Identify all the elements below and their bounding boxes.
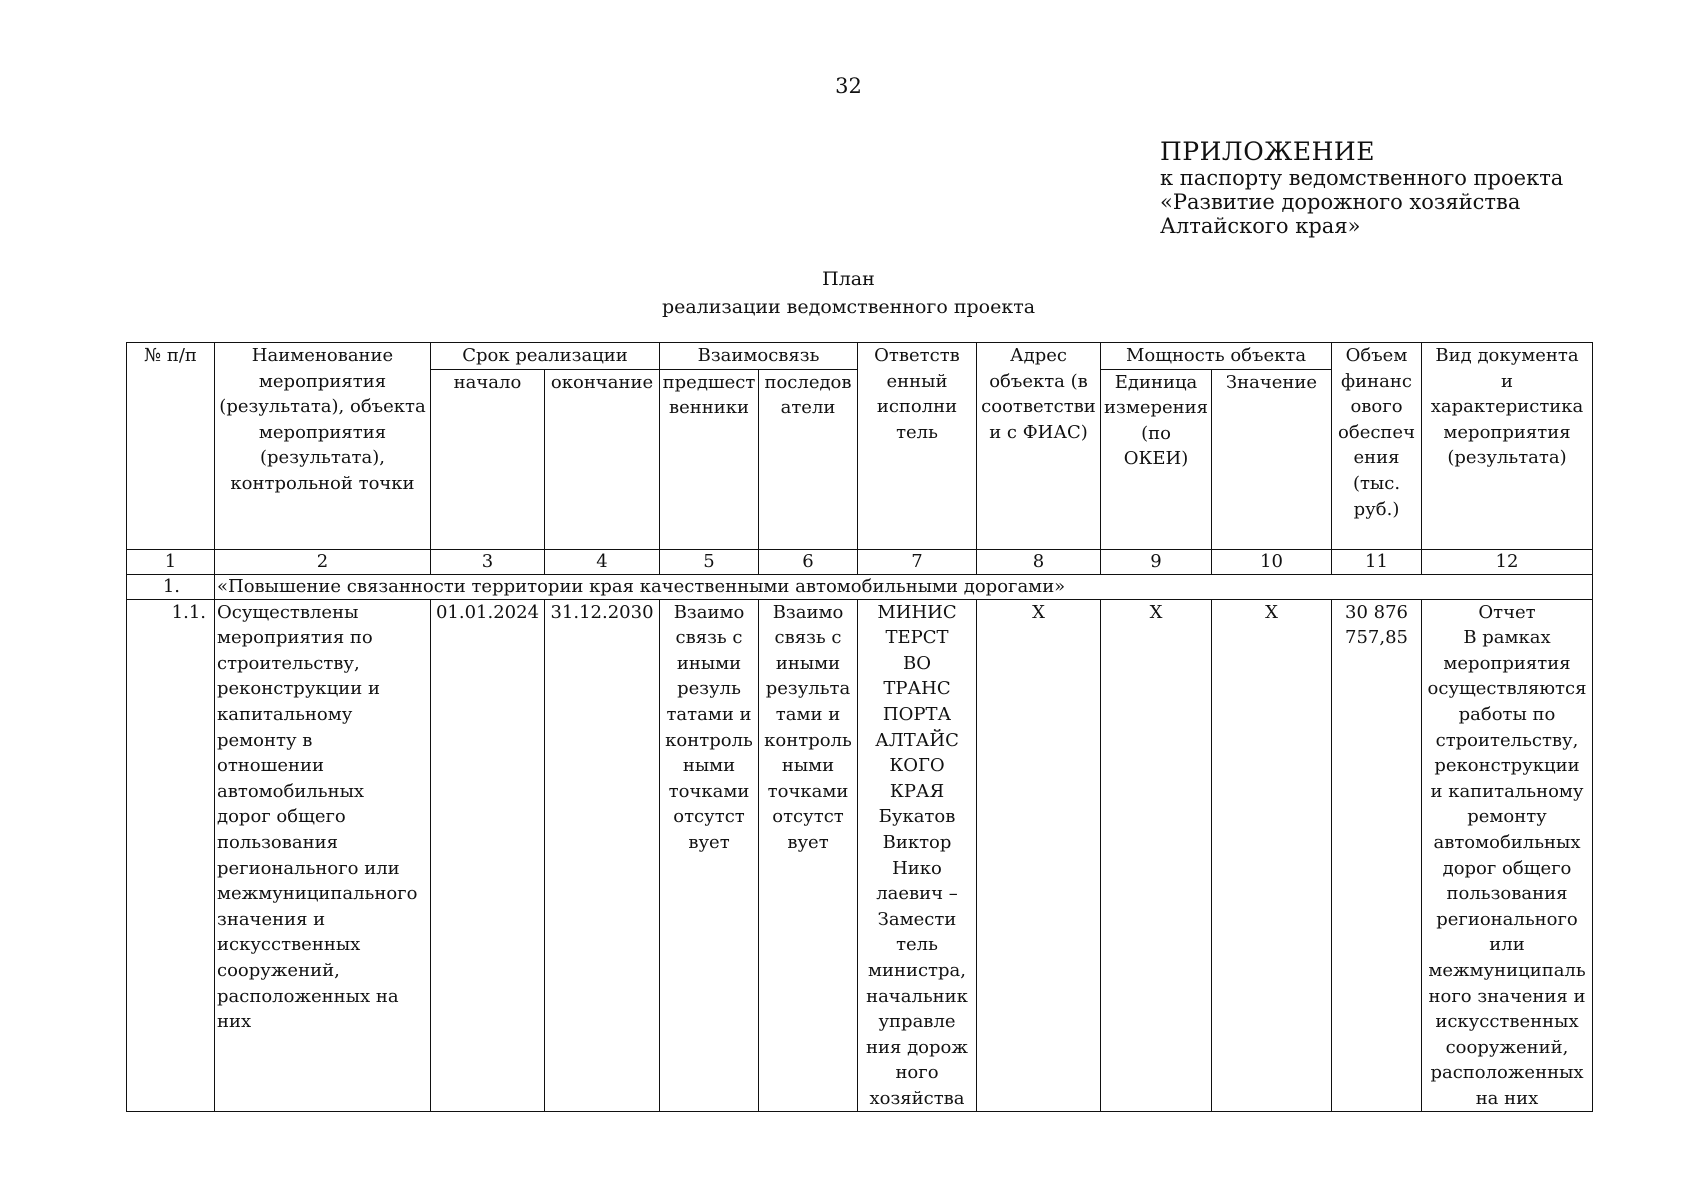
cell-line: ного значения и: [1428, 985, 1586, 1007]
cell-line: отсутст: [673, 806, 745, 828]
cell-line: ными: [781, 755, 835, 777]
cell-line: Единица: [1114, 371, 1198, 393]
plan-table: [126, 342, 1593, 1112]
header-document: [1422, 343, 1593, 550]
appendix-block: [1160, 138, 1660, 238]
cell-line: дорог общего: [217, 806, 346, 828]
cell-line: тами и: [775, 703, 841, 725]
cell-line: Нико: [892, 857, 942, 879]
cell-line: ВО: [903, 652, 931, 674]
cell-line: КРАЯ: [889, 780, 945, 802]
cell-line: пользования: [1446, 883, 1568, 905]
row-address: X: [977, 599, 1101, 1112]
cell-line: мероприятия: [1443, 421, 1571, 443]
column-numbers-row: [127, 549, 1593, 574]
cell-line: мероприятия: [1443, 652, 1571, 674]
row-responsible: [858, 599, 977, 1112]
cell-line: Ответств: [874, 345, 960, 366]
appendix-line: Алтайского края»: [1160, 214, 1361, 238]
cell-line: мероприятия по: [217, 627, 373, 649]
cell-line: Замести: [877, 908, 957, 930]
cell-line: контроль: [665, 729, 753, 751]
cell-line: Осуществлены: [217, 601, 359, 623]
cell-line: межмуниципаль: [1428, 959, 1586, 981]
row-end-date: 31.12.2030: [545, 599, 660, 1112]
row-number: 1.1.: [127, 599, 215, 1112]
cell-line: ТЕРСТ: [885, 627, 949, 649]
header-end: окончание: [545, 369, 660, 549]
cell-line: Адрес: [1010, 345, 1067, 366]
column-number: 6: [759, 549, 858, 574]
column-number: 10: [1212, 549, 1332, 574]
row-successors: [759, 599, 858, 1112]
header-responsible: [858, 343, 977, 550]
cell-line: контроль: [764, 729, 852, 751]
cell-line: отсутст: [772, 806, 844, 828]
cell-line: ремонту в: [217, 729, 313, 751]
cell-line: мероприятия: [258, 421, 387, 443]
header-name: [215, 343, 431, 550]
cell-line: Взаимо: [772, 601, 844, 623]
cell-line: резуль: [677, 678, 741, 700]
header-start: начало: [431, 369, 545, 549]
cell-line: предшест: [662, 371, 756, 393]
cell-line: расположенных на: [217, 985, 399, 1007]
row-name: [215, 599, 431, 1112]
cell-line: искусственных: [1435, 1011, 1579, 1033]
cell-line: КОГО: [889, 755, 945, 777]
header-unit: [1101, 369, 1212, 549]
cell-line: мероприятия: [258, 370, 387, 392]
header-link: Взаимосвязь: [660, 343, 858, 370]
cell-line: автомобильных: [217, 780, 365, 802]
cell-line: Отчет: [1478, 601, 1536, 623]
cell-line: руб.): [1353, 498, 1400, 520]
cell-line: точками: [668, 780, 750, 802]
cell-line: и с ФИАС): [989, 421, 1088, 443]
plan-subtitle-line: реализации ведомственного проекта: [661, 296, 1036, 318]
cell-line: ения: [1353, 447, 1400, 469]
column-number: 1: [127, 549, 215, 574]
cell-line: ового: [1350, 396, 1403, 418]
cell-line: них: [217, 1011, 252, 1033]
plan-title: [0, 265, 1697, 321]
cell-line: 757,85: [1345, 627, 1408, 649]
cell-line: строительству,: [217, 652, 360, 674]
cell-line: и капитальному: [1430, 780, 1584, 802]
cell-line: связь с: [675, 627, 743, 649]
cell-line: пользования: [217, 831, 338, 853]
cell-line: (по: [1141, 422, 1171, 444]
cell-line: ПОРТА: [882, 703, 952, 725]
cell-line: управле: [878, 1011, 956, 1033]
row-predecessors: [660, 599, 759, 1112]
cell-line: точками: [767, 780, 849, 802]
cell-line: последов: [764, 371, 852, 393]
cell-line: (результата), объекта: [219, 396, 426, 418]
header-power: Мощность объекта: [1101, 343, 1332, 370]
cell-line: Вид документа: [1435, 345, 1579, 366]
table-row: [127, 599, 1593, 1112]
header-financing: [1332, 343, 1422, 550]
page-number: 32: [835, 74, 862, 98]
column-number: 11: [1332, 549, 1422, 574]
cell-line: или: [1489, 934, 1525, 956]
cell-line: енный: [886, 370, 948, 392]
header-predecessors: [660, 369, 759, 549]
column-number: 5: [660, 549, 759, 574]
column-number: 7: [858, 549, 977, 574]
cell-line: начальник: [866, 985, 968, 1007]
cell-line: искусственных: [217, 934, 361, 956]
cell-line: атели: [780, 397, 836, 419]
cell-line: ТРАНС: [883, 678, 951, 700]
cell-line: Виктор: [882, 831, 952, 853]
cell-line: и: [1501, 370, 1513, 392]
cell-line: реконструкции: [1434, 755, 1580, 777]
section-number: 1.: [127, 574, 215, 599]
cell-line: 30 876: [1345, 601, 1408, 623]
cell-line: вует: [787, 831, 829, 853]
cell-line: вует: [688, 831, 730, 853]
cell-line: финанс: [1341, 370, 1412, 392]
cell-line: лаевич –: [876, 883, 958, 905]
cell-line: контрольной точки: [230, 472, 415, 494]
header-num: № п/п: [127, 343, 215, 550]
header-row: [127, 343, 1593, 370]
cell-line: венники: [668, 397, 750, 419]
appendix-title: ПРИЛОЖЕНИЕ: [1160, 137, 1375, 166]
cell-line: работы по: [1458, 703, 1556, 725]
cell-line: иными: [676, 652, 742, 674]
cell-line: ного: [895, 1062, 939, 1084]
cell-line: регионального: [1436, 908, 1578, 930]
cell-line: ОКЕИ): [1123, 448, 1189, 470]
row-financing: [1332, 599, 1422, 1112]
cell-line: расположенных: [1430, 1062, 1584, 1084]
appendix-line: к паспорту ведомственного проекта: [1160, 166, 1564, 190]
cell-line: МИНИС: [877, 601, 957, 623]
column-number: 8: [977, 549, 1101, 574]
cell-line: строительству,: [1435, 729, 1579, 751]
cell-line: на них: [1475, 1087, 1539, 1109]
cell-line: иными: [775, 652, 841, 674]
cell-line: автомобильных: [1433, 831, 1581, 853]
cell-line: хозяйства: [869, 1087, 965, 1109]
cell-line: (тыс.: [1352, 472, 1401, 494]
cell-line: ния дорож: [866, 1036, 968, 1058]
header-term: Срок реализации: [431, 343, 660, 370]
cell-line: соответстви: [981, 396, 1096, 418]
plan-title-line: План: [822, 268, 875, 290]
cell-line: Наименование: [251, 345, 394, 366]
cell-line: объекта (в: [989, 370, 1088, 392]
cell-line: тель: [896, 934, 938, 956]
column-number: 4: [545, 549, 660, 574]
cell-line: исполни: [876, 396, 958, 418]
cell-line: результа: [765, 678, 851, 700]
cell-line: характеристика: [1430, 396, 1584, 418]
cell-line: сооружений,: [217, 959, 340, 981]
cell-line: министра,: [867, 959, 966, 981]
cell-line: дорог общего: [1442, 857, 1572, 879]
column-number: 12: [1422, 549, 1593, 574]
header-address: [977, 343, 1101, 550]
section-row: [127, 574, 1593, 599]
cell-line: значения и: [217, 908, 326, 930]
cell-line: АЛТАЙС: [875, 729, 959, 751]
cell-line: межмуниципального: [217, 883, 418, 905]
cell-line: (результата),: [260, 447, 385, 469]
column-number: 2: [215, 549, 431, 574]
cell-line: связь с: [774, 627, 842, 649]
appendix-line: «Развитие дорожного хозяйства: [1160, 190, 1521, 214]
row-unit: X: [1101, 599, 1212, 1112]
cell-line: Букатов: [878, 806, 956, 828]
column-number: 9: [1101, 549, 1212, 574]
cell-line: ремонту: [1467, 806, 1547, 828]
cell-line: В рамках: [1463, 627, 1551, 649]
cell-line: регионального или: [217, 857, 400, 879]
header-value: Значение: [1212, 369, 1332, 549]
cell-line: осуществляются: [1427, 678, 1587, 700]
cell-line: обеспеч: [1338, 421, 1415, 443]
row-document: [1422, 599, 1593, 1112]
header-successors: [759, 369, 858, 549]
row-value: X: [1212, 599, 1332, 1112]
cell-line: татами и: [666, 703, 752, 725]
section-title: «Повышение связанности территории края качественными автомобильными дорогами»: [215, 574, 1593, 599]
row-start-date: 01.01.2024: [431, 599, 545, 1112]
cell-line: капитальному: [217, 703, 353, 725]
cell-line: Взаимо: [673, 601, 745, 623]
cell-line: ными: [682, 755, 736, 777]
cell-line: измерения: [1104, 397, 1208, 419]
column-number: 3: [431, 549, 545, 574]
cell-line: Объем: [1345, 345, 1408, 366]
cell-line: отношении: [217, 755, 325, 777]
cell-line: (результата): [1447, 447, 1567, 469]
cell-line: реконструкции и: [217, 678, 380, 700]
cell-line: сооружений,: [1445, 1036, 1569, 1058]
cell-line: тель: [896, 421, 938, 443]
